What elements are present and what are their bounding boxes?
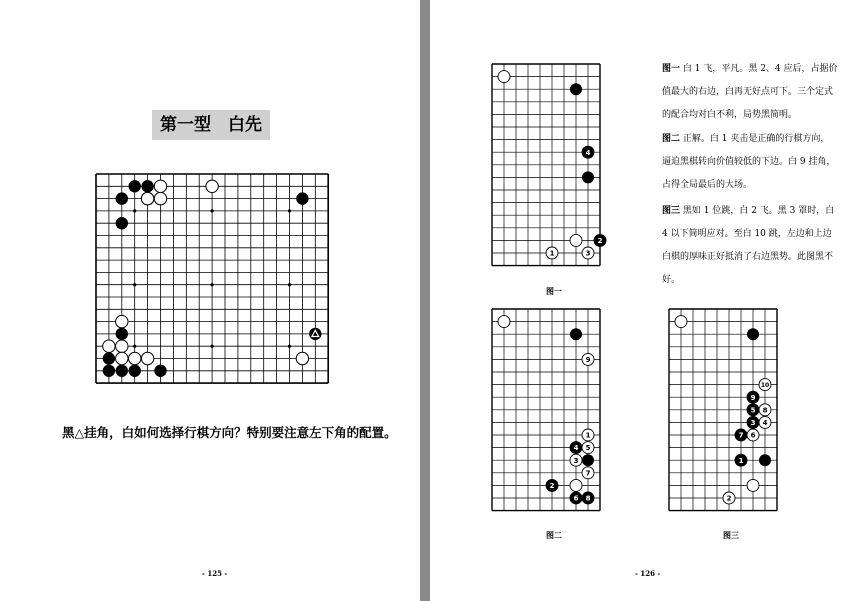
black-stone: [103, 352, 115, 364]
star-point: [288, 345, 291, 348]
page-number-right: - 126 -: [635, 569, 661, 578]
move-number: 8: [585, 494, 591, 503]
black-stone: [296, 192, 308, 204]
white-stone: [116, 352, 128, 364]
move-number: 9: [750, 393, 756, 402]
paragraph-2-head: 图二: [662, 134, 681, 144]
black-stone: [141, 180, 153, 192]
move-number: 2: [549, 482, 555, 490]
move-number: 3: [750, 419, 756, 427]
black-stone: [582, 171, 594, 183]
move-number: 4: [573, 444, 579, 453]
paragraph-3-text: 黑如 1 位跳，白 2 飞。黑 3 罩时，白 4 以下简明应对。至白 10 跳，左边和上边白棋的厚味正好抵消了右边黑势。此图黑不好。: [662, 206, 835, 285]
paragraph-diagram-1: [662, 58, 838, 127]
diagram-2-board: [491, 308, 611, 520]
star-point: [133, 345, 136, 348]
move-number: 8: [762, 406, 768, 415]
move-number: 4: [762, 419, 768, 427]
white-stone: [570, 479, 582, 491]
black-stone: [129, 180, 141, 192]
move-number: 5: [585, 444, 591, 453]
paragraph-diagram-2: [662, 128, 838, 197]
move-number: 1: [585, 431, 591, 440]
diagram-3-board: [668, 308, 788, 520]
star-point: [133, 283, 136, 286]
white-stone: [498, 71, 510, 83]
move-number: 9: [585, 356, 591, 364]
move-number: 2: [597, 237, 603, 245]
page-gutter: [420, 0, 430, 601]
black-stone: [129, 365, 141, 377]
white-stone: [570, 234, 582, 246]
white-stone: [498, 316, 510, 328]
star-point: [133, 209, 136, 212]
right-page: [430, 0, 856, 601]
star-point: [288, 283, 291, 286]
paragraph-1-head: 图一: [662, 64, 681, 74]
white-stone: [141, 192, 153, 204]
paragraph-2-text: 正解。白 1 夹击是正确的行棋方向，逼迫黑棋转向价值较低的下边。白 9 挂角，占得全局最后的大场。: [662, 134, 836, 190]
main-go-board: [95, 173, 335, 393]
move-number: 6: [750, 431, 756, 440]
page-number-left: - 125 -: [202, 569, 228, 578]
star-point: [288, 209, 291, 212]
move-number: 3: [585, 249, 591, 258]
paragraph-diagram-3: [662, 200, 838, 292]
move-number: 3: [573, 456, 579, 465]
move-number: 2: [726, 494, 732, 503]
white-stone: [154, 180, 166, 192]
white-stone: [747, 479, 759, 491]
white-stone: [141, 352, 153, 364]
black-stone: [570, 328, 582, 340]
black-stone: [116, 192, 128, 204]
black-stone: [103, 365, 115, 377]
black-stone: [759, 454, 771, 466]
move-number: 1: [549, 249, 555, 258]
white-stone: [103, 340, 115, 352]
black-stone: [747, 328, 759, 340]
black-stone: [154, 365, 166, 377]
paragraph-3-head: 图三: [662, 206, 681, 216]
white-stone: [129, 352, 141, 364]
star-point: [211, 345, 214, 348]
move-number: 5: [750, 406, 756, 415]
white-stone: [675, 316, 687, 328]
move-number: 1: [738, 456, 744, 465]
white-stone: [116, 315, 128, 327]
paragraph-1-text: 白 1 飞，平凡。黑 2、4 应后，占据价值最大的右边，白再无好点可下。三个定式的配合均对白不利，局势黑简明。: [662, 64, 838, 120]
move-number: 4: [585, 148, 591, 157]
problem-caption: 黑△挂角，白如何选择行棋方向？特别要注意左下角的配置。: [62, 425, 397, 440]
white-stone: [296, 352, 308, 364]
diagram-2-label: 图二: [546, 530, 562, 540]
star-point: [211, 209, 214, 212]
black-stone: [116, 328, 128, 340]
move-number: 6: [573, 494, 579, 503]
white-stone: [206, 180, 218, 192]
star-point: [211, 283, 214, 286]
left-page: [0, 0, 420, 601]
move-number: 7: [738, 431, 744, 440]
move-number: 10: [760, 382, 770, 390]
black-stone: [582, 454, 594, 466]
white-stone: [116, 340, 128, 352]
black-stone: [116, 365, 128, 377]
diagram-1-label: 图一: [546, 286, 562, 296]
diagram-1-board: [491, 63, 611, 275]
black-stone: [570, 83, 582, 95]
white-stone: [154, 192, 166, 204]
problem-title: 第一型 白先: [152, 110, 270, 140]
black-stone: [116, 217, 128, 229]
move-number: 7: [585, 469, 591, 478]
diagram-3-label: 图三: [723, 530, 739, 540]
